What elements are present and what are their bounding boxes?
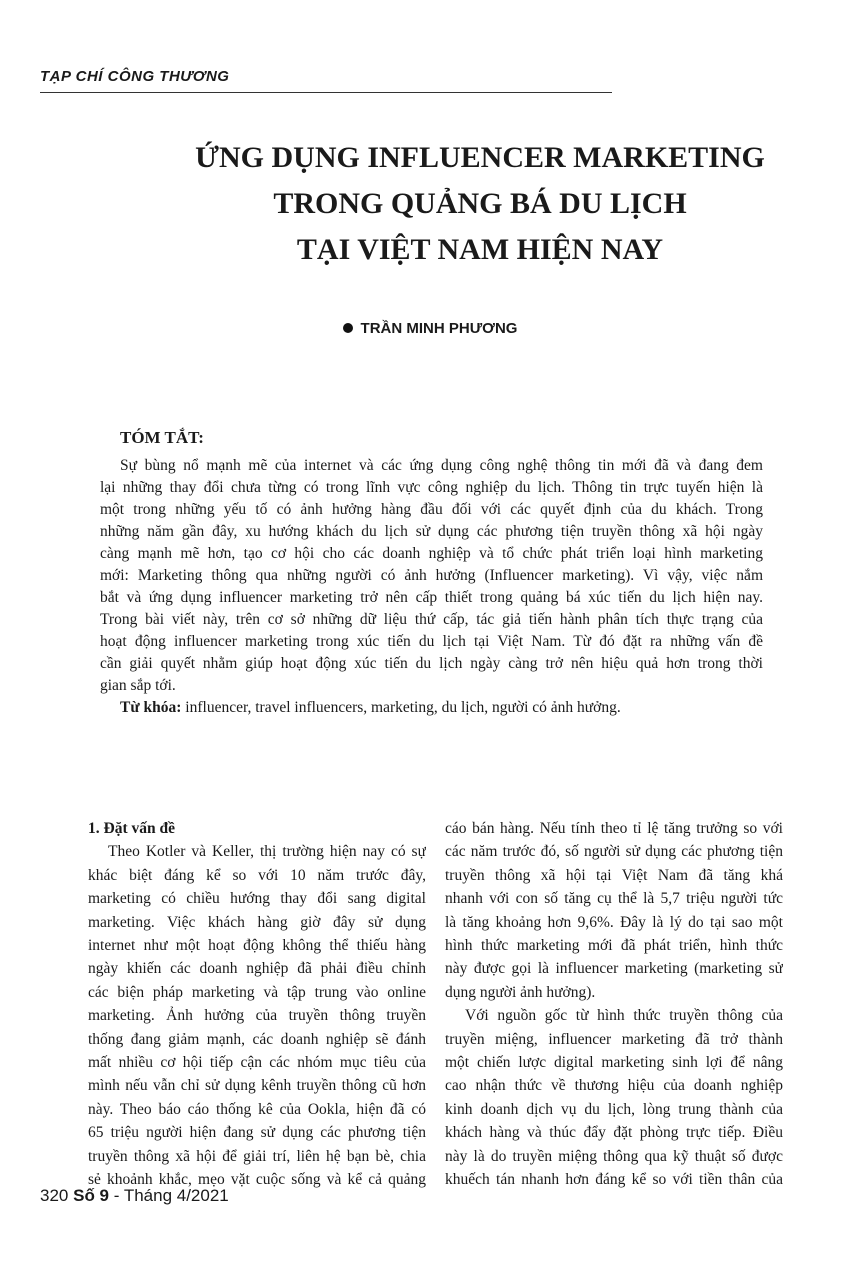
abstract-heading: TÓM TẮT:: [120, 428, 204, 447]
paragraph-line: truyền miệng, influencer marketing đã trở thành: [445, 1030, 783, 1048]
paragraph-line: sẻ khoảnh khắc, mẹo vặt cuộc sống và kể cả quảng: [88, 1171, 426, 1189]
issue-number: Số 9: [73, 1186, 110, 1205]
title-line: ỨNG DỤNG INFLUENCER MARKETING: [195, 141, 765, 174]
paragraph-line: cáo bán hàng. Nếu tính theo tỉ lệ tăng trưởng so với: [445, 820, 783, 837]
paragraph-line: khuếch tán nhanh hơn đáng kể so với tiền thân của: [445, 1171, 783, 1189]
title-line: TRONG QUẢNG BÁ DU LỊCH: [273, 187, 687, 220]
title-line: TẠI VIỆT NAM HIỆN NAY: [296, 233, 664, 266]
paragraph-line: mình nếu vẫn chỉ sử dụng kênh truyền thông cũ hơn: [88, 1077, 426, 1095]
keywords: [100, 697, 763, 719]
paragraph-line: truyền thông xã hội để giải trí, liên hệ bạn bè, chia: [88, 1147, 426, 1165]
keywords-label: Từ khóa:: [120, 699, 182, 716]
abstract-line: càng mạnh mẽ hơn, tạo cơ hội cho các doanh nghiệp và tổ chức phát triển loại hình marketing: [100, 545, 763, 562]
paragraph-line: dụng người ảnh hưởng).: [445, 983, 596, 1001]
issue-date: - Tháng 4/2021: [109, 1186, 229, 1205]
paragraph-line: khác biệt đáng kể so với 10 năm trước đây,: [88, 866, 426, 884]
abstract-line: những năm gần đây, xu hướng khách du lịch sử dụng các phương tiện truyền thông xã hội ngày: [100, 523, 763, 540]
body-column-left: [88, 817, 426, 1192]
paragraph-line: các năm trước đó, số người sử dụng các phương tiện: [445, 843, 783, 861]
paragraph-line: internet như một hoạt động không thể thiếu hàng: [88, 937, 426, 955]
paragraph-line: mất nhiều cơ hội tiếp cận các nhóm mục tiêu của: [88, 1054, 426, 1072]
paragraph-line: Với nguồn gốc từ hình thức truyền thông của: [465, 1007, 783, 1025]
paragraph-line: một chiến lược digital marketing sinh lợi để nâng: [445, 1054, 783, 1072]
paragraph-line: các biện pháp marketing và tập trung vào online: [88, 983, 426, 1001]
author-name: TRẦN MINH PHƯƠNG: [360, 320, 518, 337]
abstract-line: Trong bài viết này, trên cơ sở những dữ liệu thứ cấp, tác giả tiến hành phân tích thực trạng của: [100, 611, 763, 628]
keywords-text: influencer, travel influencers, marketing, du lịch, người có ảnh hưởng.: [181, 699, 621, 716]
abstract-line: Sự bùng nổ mạnh mẽ của internet và các ứng dụng công nghệ thông tin mới đã và đang đem: [120, 457, 763, 474]
abstract-line: mới: Marketing thông qua những người có ảnh hưởng (Influencer marketing). Vì vậy, việc nắm: [100, 567, 763, 584]
paragraph-line: marketing. Ảnh hưởng của truyền thông truyền: [88, 1007, 426, 1025]
paragraph-line: kinh doanh dịch vụ du lịch, lòng trung thành của: [445, 1100, 783, 1118]
paragraph-line: marketing. Việc khách hàng giờ đây sử dụng: [88, 913, 426, 931]
abstract-line: lại những thay đổi chưa từng có trong lĩnh vực công nghiệp du lịch. Thông tin trực tuyến hiện là: [100, 479, 763, 496]
article-title: [80, 135, 860, 273]
paragraph-line: là tăng khoảng hơn 9,6%. Đây là lý do tại sao một: [445, 913, 783, 931]
paragraph-line: marketing có chiều hướng thay đổi sang digital: [88, 890, 426, 908]
paragraph-line: ngày khiến các doanh nghiệp đã phải điều chỉnh: [88, 960, 426, 978]
paragraph-line: 65 triệu người hiện đang sử dụng các phương tiện: [88, 1124, 426, 1142]
paragraph-line: cao nhận thức về thương hiệu của doanh nghiệp: [445, 1077, 783, 1095]
page-footer: [40, 1186, 229, 1206]
paragraph-line: truyền thông xã hội tại Việt Nam đã tăng khá: [445, 866, 783, 884]
paragraph-line: nhanh với con số tăng cụ thể là 5,7 triệu người tức: [445, 890, 783, 908]
paragraph-line: Theo Kotler và Keller, thị trường hiện nay có sự: [108, 843, 426, 861]
paragraph-line: này. Theo báo cáo thống kê của Ookla, hiện đã có: [88, 1100, 426, 1118]
page-number: 320: [40, 1186, 69, 1205]
header-rule: [40, 92, 612, 93]
body-column-right: [445, 817, 783, 1192]
journal-name: TẠP CHÍ CÔNG THƯƠNG: [40, 68, 230, 85]
abstract: [100, 455, 763, 719]
paragraph-line: thống đang giảm mạnh, các doanh nghiệp sẽ đánh: [88, 1030, 426, 1048]
section-heading: 1. Đặt vấn đề: [88, 820, 175, 837]
abstract-line: bắt và ứng dụng influencer marketing trở nên cấp thiết trong quảng bá xúc tiến du lịch hiện nay.: [100, 589, 763, 606]
author: [0, 320, 860, 337]
paragraph-line: này được gọi là influencer marketing (marketing sử: [445, 960, 783, 978]
abstract-line: hoạt động influencer marketing trong xúc tiến du lịch tại Việt Nam. Từ đó đặt ra những vấn đề: [100, 633, 763, 650]
abstract-line: một trong những yếu tố có ảnh hưởng hàng đầu đối với các quyết định của du khách. Trong: [100, 501, 763, 518]
paragraph-line: hình thức marketing mới đã phát triển, hình thức: [445, 937, 783, 955]
paragraph-line: khách hàng và thúc đẩy đặt phòng trực tiếp. Điều: [445, 1124, 783, 1142]
abstract-line: gian sắp tới.: [100, 677, 176, 694]
bullet-icon: [343, 323, 353, 333]
paragraph-line: này là do truyền miệng thông qua kỹ thuật số được: [445, 1147, 783, 1165]
abstract-line: cần giải quyết nhằm giúp hoạt động xúc tiến du lịch ngày càng trở nên hiệu quả hơn trong thời: [100, 655, 763, 672]
